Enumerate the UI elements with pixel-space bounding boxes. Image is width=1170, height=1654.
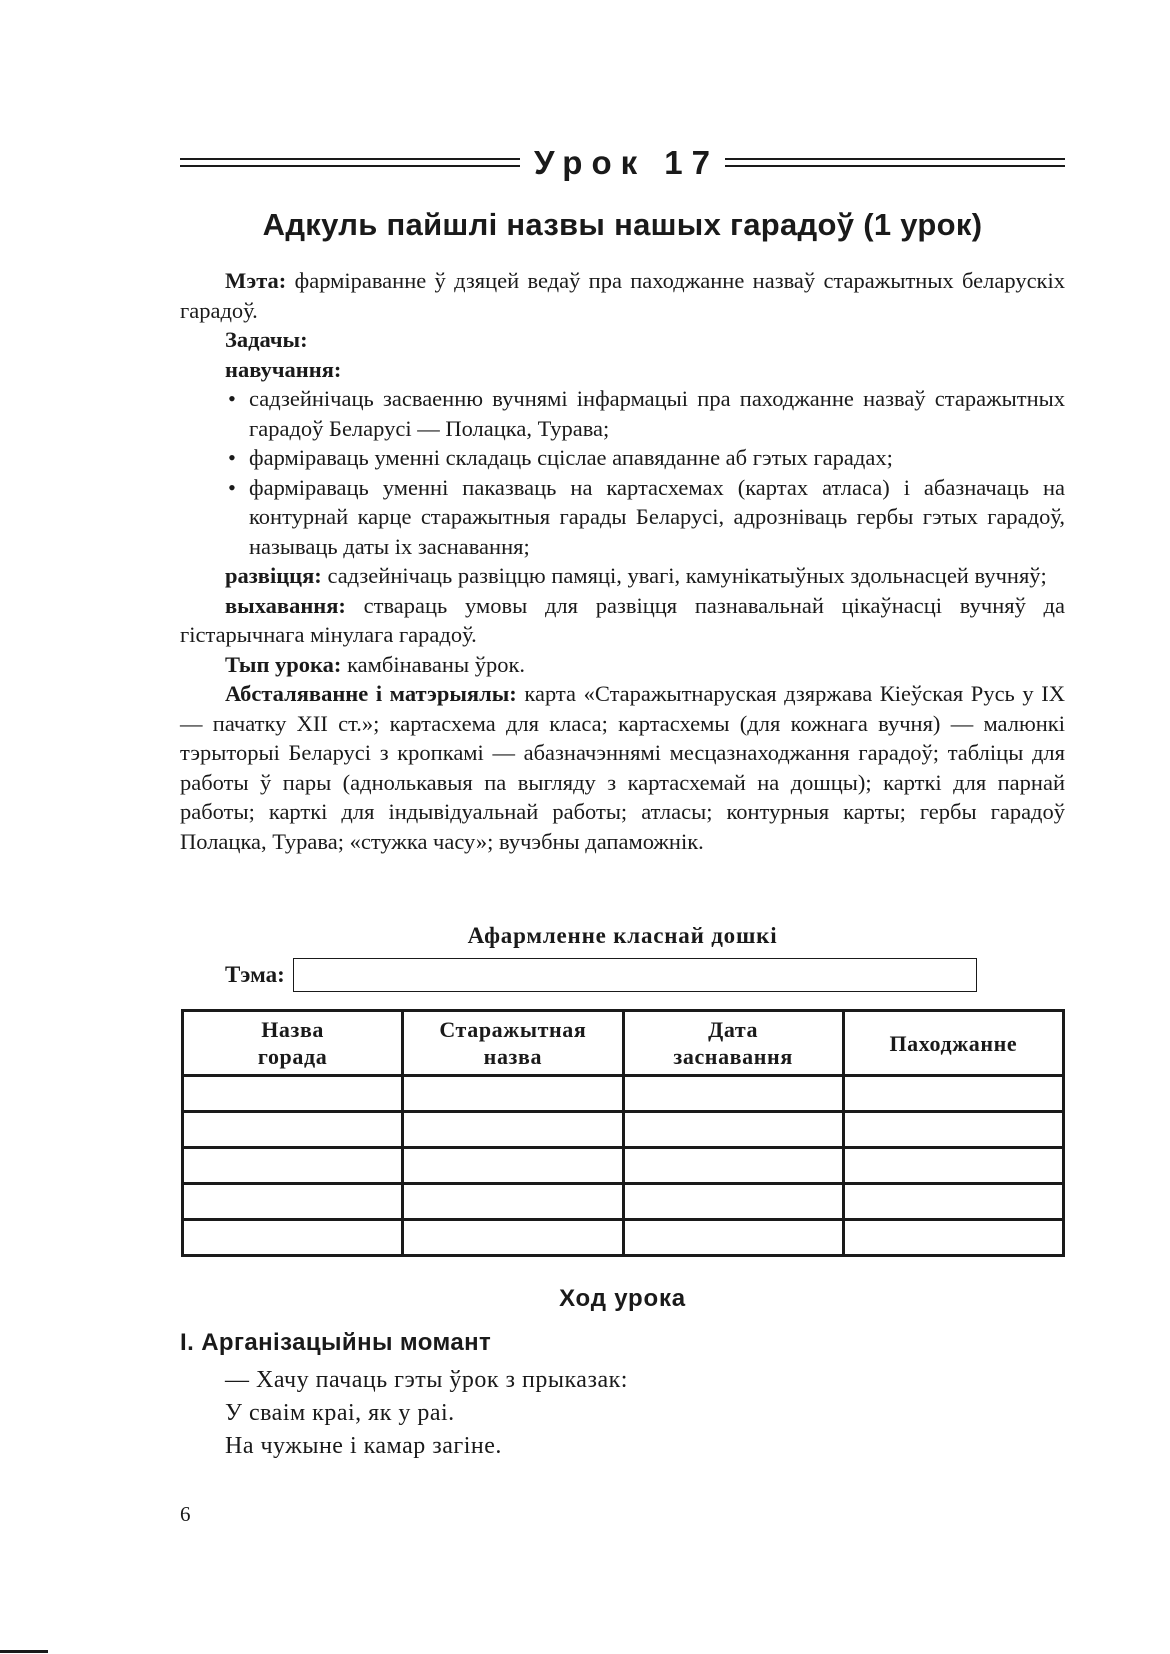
section-body-organizational <box>225 1364 628 1463</box>
list-item: • садзейнічаць засваенню вучнямі інфармацыі пра паходжанне назваў старажытных гарадоў Беларусі — Полацка, Турава; <box>228 386 1065 441</box>
bullet-icon: • <box>228 445 236 470</box>
upbringing-label: выхавання: <box>225 592 346 618</box>
table-cell <box>843 1220 1063 1256</box>
course-heading: Ход урока <box>559 1285 686 1312</box>
topic-row <box>225 958 977 992</box>
table-cell <box>183 1148 403 1184</box>
goal-label: Мэта: <box>225 268 287 293</box>
equipment-label: Абсталяванне і матэрыялы: <box>225 681 517 706</box>
list-item: • фарміраваць уменні паказваць на картасхемах (картах атласа) і абазначаць на контурнай карце старажытныя гарады Беларусі, адрозніваць гербы гэтых гарадоў, называць даты іх заснавання; <box>228 474 1065 559</box>
table-cell <box>623 1220 843 1256</box>
table-row <box>183 1112 1064 1148</box>
column-header-ancient-name: Старажытная назва <box>403 1011 623 1076</box>
table-cell <box>183 1184 403 1220</box>
table-cell <box>403 1076 623 1112</box>
table-row <box>183 1184 1064 1220</box>
double-rule-right <box>725 158 1065 167</box>
table-header-row <box>183 1011 1064 1076</box>
bullet-icon: • <box>228 386 236 411</box>
table-cell <box>623 1112 843 1148</box>
table-cell <box>183 1220 403 1256</box>
column-header-city-name: Назва горада <box>183 1011 403 1076</box>
table-cell <box>623 1148 843 1184</box>
table-cell <box>403 1112 623 1148</box>
table-cell <box>843 1184 1063 1220</box>
development-paragraph: развіцця: садзейнічаць развіццю памяці, увагі, камунікатыўных здольнасцей вучняў; <box>225 563 1047 588</box>
table-cell <box>403 1220 623 1256</box>
section-heading-organizational: I. Арганізацыйны момант <box>180 1329 492 1356</box>
topic-label: Тэма: <box>225 962 285 987</box>
teaching-list <box>180 384 1065 561</box>
table-cell <box>623 1076 843 1112</box>
table-cell <box>403 1184 623 1220</box>
table-cell <box>843 1076 1063 1112</box>
board-table <box>181 1009 1065 1257</box>
lesson-type-paragraph: Тып урока: камбінаваны ўрок. <box>225 651 526 677</box>
proverb-line: У сваім краі, як у раі. <box>225 1400 455 1426</box>
table-row <box>183 1148 1064 1184</box>
lesson-number: Урок 17 <box>534 143 719 181</box>
column-header-founding-date: Дата заснавання <box>623 1011 843 1076</box>
double-rule-left <box>180 158 520 167</box>
table-cell <box>403 1148 623 1184</box>
bullet-icon: • <box>228 474 236 500</box>
table-cell <box>183 1076 403 1112</box>
lesson-type-label: Тып урока: <box>225 651 342 677</box>
lesson-title: Адкуль пайшлі назвы нашых гарадоў (1 урок) <box>262 207 983 242</box>
lesson-objectives <box>180 266 1065 856</box>
page-number: 6 <box>180 1502 191 1526</box>
dialogue-line: — Хачу пачаць гэты ўрок з прыказак: <box>225 1367 628 1393</box>
table-row <box>183 1076 1064 1112</box>
tasks-heading: Задачы: <box>225 327 308 352</box>
crop-mark <box>0 1650 48 1653</box>
column-header-origin: Паходжанне <box>843 1011 1063 1076</box>
table-cell <box>843 1112 1063 1148</box>
lesson-header <box>180 142 1065 182</box>
table-row <box>183 1220 1064 1256</box>
list-item: • фарміраваць уменні складаць сціслае апавяданне аб гэтых гарадах; <box>180 443 1065 473</box>
equipment-paragraph: Абсталяванне і матэрыялы: карта «Старажытнаруская дзяржава Кіеўская Русь у IX — пачатку XII ст.»; картасхема для класа; картасхемы (для кожнага вучня) — малюнкі тэрыторыі Беларусі з кропкамі — абазначэннямі месцазнаходжання гарадоў; табліцы для работы ў пары (аднолькавыя па выгляду з картасхемай на дошцы); карткі для парнай работы; карткі для індывідуальнай работы; атласы; контурныя карты; гербы гарадоў Полацка, Турава; «стужка часу»; вучэбны дапаможнік. <box>180 681 1065 854</box>
table-cell <box>623 1184 843 1220</box>
proverb-line: На чужыне і камар загіне. <box>225 1433 502 1459</box>
topic-field <box>293 958 977 992</box>
table-cell <box>183 1112 403 1148</box>
goal-paragraph <box>180 266 1065 325</box>
board-heading: Афармленне класнай дошкі <box>467 923 778 948</box>
development-label: развіцця: <box>225 563 322 588</box>
upbringing-paragraph: выхавання: ствараць умовы для развіцця пазнавальнай цікаўнасці вучняў да гістарычнага мінулага гарадоў. <box>180 592 1065 647</box>
goal-text: фарміраванне ў дзяцей ведаў пра паходжанне назваў старажытных беларускіх гарадоў. <box>180 268 1065 323</box>
teaching-heading: навучання: <box>225 356 342 382</box>
table-cell <box>843 1148 1063 1184</box>
